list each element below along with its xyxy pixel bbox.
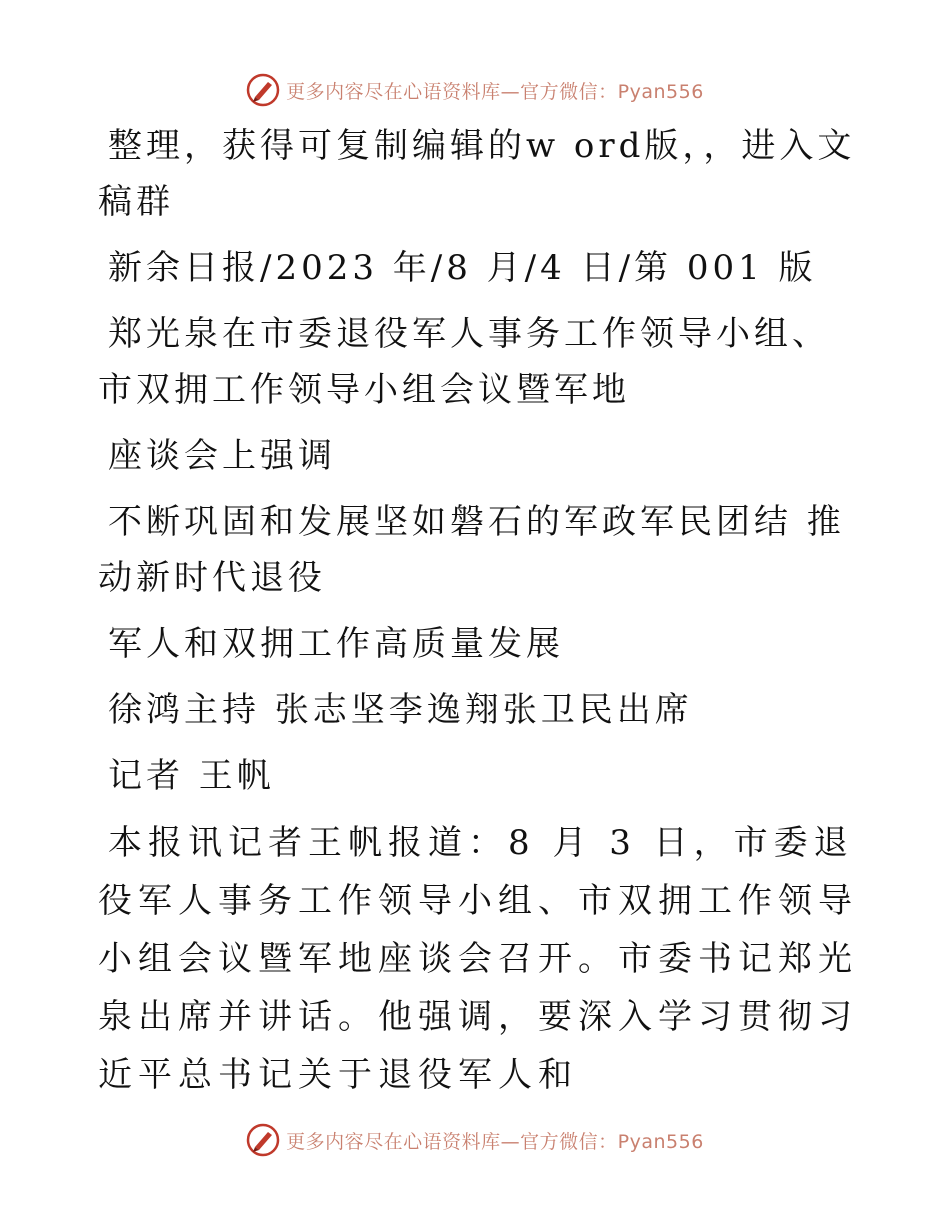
paragraph: 本报讯记者王帆报道：8 月 3 日，市委退役军人事务工作领导小组、市双拥工作领导小组会议暨军地座谈会召开。市委书记郑光泉出席并讲话。他强调，要深入学习贯彻习近平总书记关于退役军人和 bbox=[98, 823, 858, 1095]
paragraph: 新余日报/2023 年/8 月/4 日/第 001 版 bbox=[108, 248, 817, 288]
document-body bbox=[98, 118, 858, 1114]
logo-icon bbox=[246, 73, 280, 107]
paragraph: 记者 王帆 bbox=[108, 756, 275, 796]
watermark-footer bbox=[0, 1120, 950, 1160]
paragraph: 徐鸿主持 张志坚李逸翔张卫民出席 bbox=[108, 690, 693, 730]
watermark-text: 更多内容尽在心语资料库—官方微信：Pyan556 bbox=[286, 1130, 704, 1153]
paragraph: 军人和双拥工作高质量发展 bbox=[108, 624, 564, 664]
paragraph: 座谈会上强调 bbox=[108, 436, 336, 476]
paragraph: 郑光泉在市委退役军人事务工作领导小组、市双拥工作领导小组会议暨军地 bbox=[98, 314, 830, 410]
paragraph: 不断巩固和发展坚如磐石的军政军民团结 推动新时代退役 bbox=[98, 502, 845, 598]
paragraph: 整理，获得可复制编辑的w ord版，，进入文稿群 bbox=[98, 126, 856, 222]
logo-icon bbox=[246, 1123, 280, 1157]
watermark-text: 更多内容尽在心语资料库—官方微信：Pyan556 bbox=[286, 80, 704, 103]
watermark-header bbox=[0, 70, 950, 110]
